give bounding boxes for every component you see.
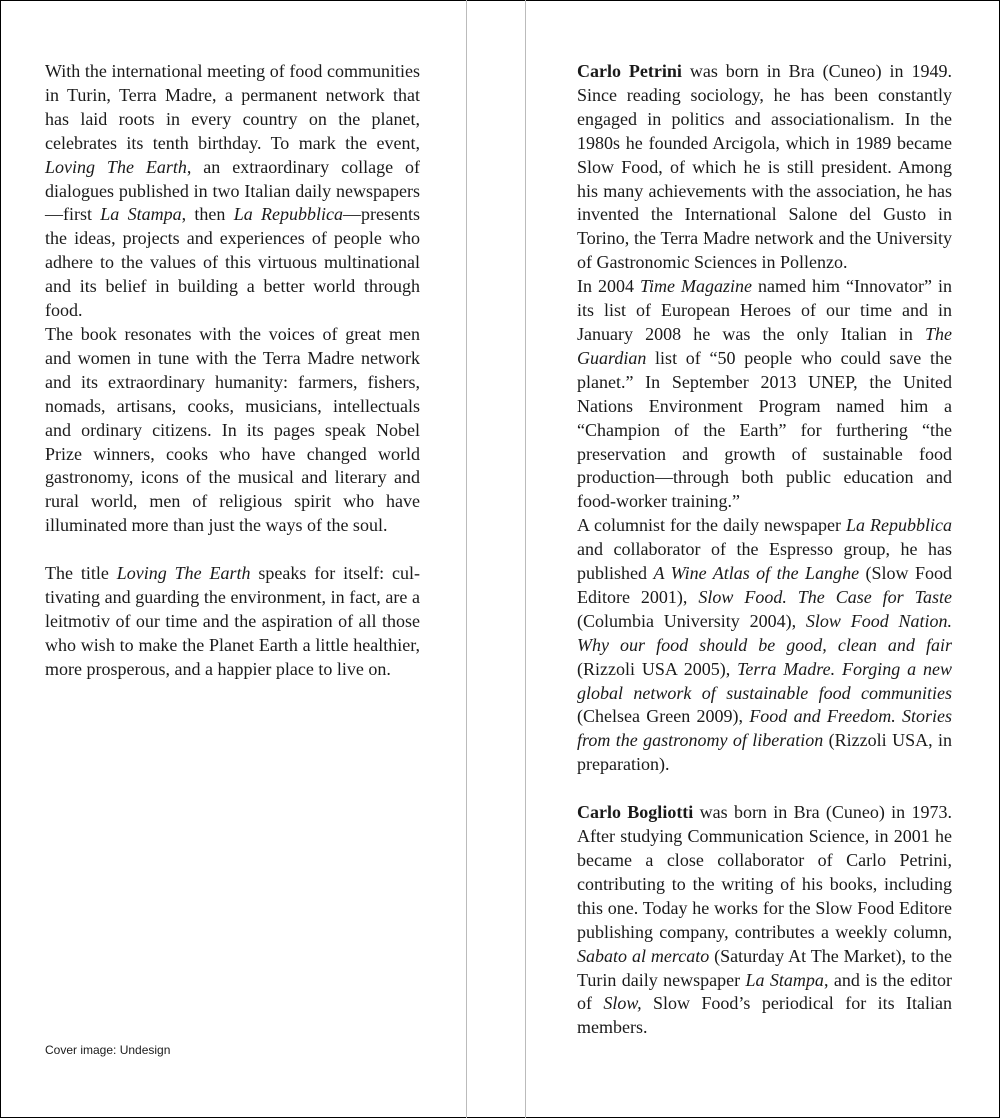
text-run: list of “50 people who could save the planet.” In September 2013 UNEP, the United Nations Environment Program named him a “Champion of the Earth” for furthering “the preservation and growth of sustainable food production—through both public education and food-worker training.” <box>577 347 952 512</box>
text-run: With the international meeting of food communities in Turin, Terra Madre, a permanent network that has laid roots in every country on the planet, celebrates its tenth birthday. To mark the event, <box>45 61 420 153</box>
text-run: (Rizzoli USA, in preparation). <box>577 730 952 775</box>
italic-text: The Guardian <box>577 323 952 368</box>
text-run: was born in Bra (Cuneo) in 1973. After studying Communication Science, in 2001 he became a close collaborator of Carlo Petrini, contributing to the writing of his books, including this one. Today he works for the Slow Food Editore publishing company, contributes a weekly column, <box>577 802 952 942</box>
title-paragraph <box>45 562 420 682</box>
text-run: A columnist for the daily newspaper <box>577 515 846 536</box>
text-run: The book resonates with the voices of great men and women in tune with the Terra Madre network and its extraordinary humanity: farmers, fishers, nomads, artisans, cooks, musicians, intellectuals and ordinary citizens. In its pages speak Nobel Prize winners, cooks who have changed world gastronomy, icons of the musical and literary and rural world, men of religious spirit who have illuminated more than just the ways of the soul. <box>45 323 420 536</box>
text-run: and collaborator of the Espresso group, he has published <box>577 539 952 584</box>
italic-text: Terra Madre. Forging a new global network of sustainable food communities <box>577 658 952 703</box>
text-run: In 2004 <box>577 276 641 297</box>
petrini-bio <box>577 60 952 275</box>
text-run: The title <box>45 563 117 584</box>
text-run: —presents the ideas, projects and experiences of people who adhere to the values of this virtuous multinational and its belief in building a better world through food. <box>45 204 420 321</box>
text-run: named him “Innovator” in its list of European Heroes of our time and in January 2008 he was the only Italian in <box>577 276 952 344</box>
text-run: Slow Food’s periodical for its Italian members. <box>577 993 952 1038</box>
text-run: , an extraordinary collage of dialogues published in two Italian daily newspapers—first <box>45 156 420 225</box>
right-page-text <box>577 60 952 1040</box>
italic-text: Food and Freedom. Stories from the gastronomy of liberation <box>577 706 952 751</box>
text-run: was born in Bra (Cuneo) in 1949. Since reading sociology, he has been constantly engaged in politics and associationalism. In the 1980s he founded Arcigola, which in 1989 became Slow Food, of which he is still president. Among his many achievements with the association, he has invented the International Salone del Gusto in Torino, the Terra Madre network and the University of Gastronomic Sciences in Pollenzo. <box>577 61 952 273</box>
italic-text: Loving The Earth <box>116 563 251 584</box>
spine-fold-right <box>525 0 526 1118</box>
italic-text: Loving The Earth <box>45 156 187 177</box>
italic-text: A Wine Atlas of the Langhe <box>653 563 860 584</box>
intro-paragraph <box>45 60 420 323</box>
italic-text: Slow Food. The Case for Taste <box>698 586 952 607</box>
voices-paragraph <box>45 323 420 538</box>
italic-text: Slow Food Nation. Why our food should be good, clean and fair <box>577 610 953 655</box>
spine-fold-left <box>466 0 467 1118</box>
text-run: , then <box>181 204 234 225</box>
bold-name: Carlo Petrini <box>577 61 682 81</box>
italic-text: Slow, <box>603 993 642 1014</box>
left-page-text <box>45 60 420 682</box>
petrini-awards <box>577 275 952 514</box>
italic-text: La Repubblica <box>845 515 952 536</box>
italic-text: La Repubblica <box>233 204 343 225</box>
text-run: (Chelsea Green 2009), <box>577 706 750 727</box>
text-run: (Saturday At The Market), to the Turin daily newspaper <box>577 945 952 990</box>
cover-credit: Cover image: Undesign <box>45 1043 171 1057</box>
text-run: (Rizzoli USA 2005), <box>577 658 738 679</box>
italic-text: Sabato al mercato <box>577 945 710 966</box>
italic-text: Time Magazine <box>640 276 753 297</box>
italic-text: La Stampa <box>100 204 182 225</box>
bold-name: Carlo Bogliotti <box>577 802 694 823</box>
petrini-publications <box>577 514 952 777</box>
text-run: , and is the editor of <box>577 969 952 1014</box>
text-run: speaks for itself: cultivating and guarding the environment, in fact, are a leitmotiv of our time and the aspiration of all those who wish to make the Planet Earth a little healthier, more prosperous, and a happier place to live on. <box>45 563 420 679</box>
italic-text: La Stampa <box>745 969 824 990</box>
text-run: (Slow Food Editore 2001), <box>577 563 952 607</box>
bogliotti-bio <box>577 801 952 1040</box>
text-run: (Columbia University 2004), <box>577 610 806 631</box>
